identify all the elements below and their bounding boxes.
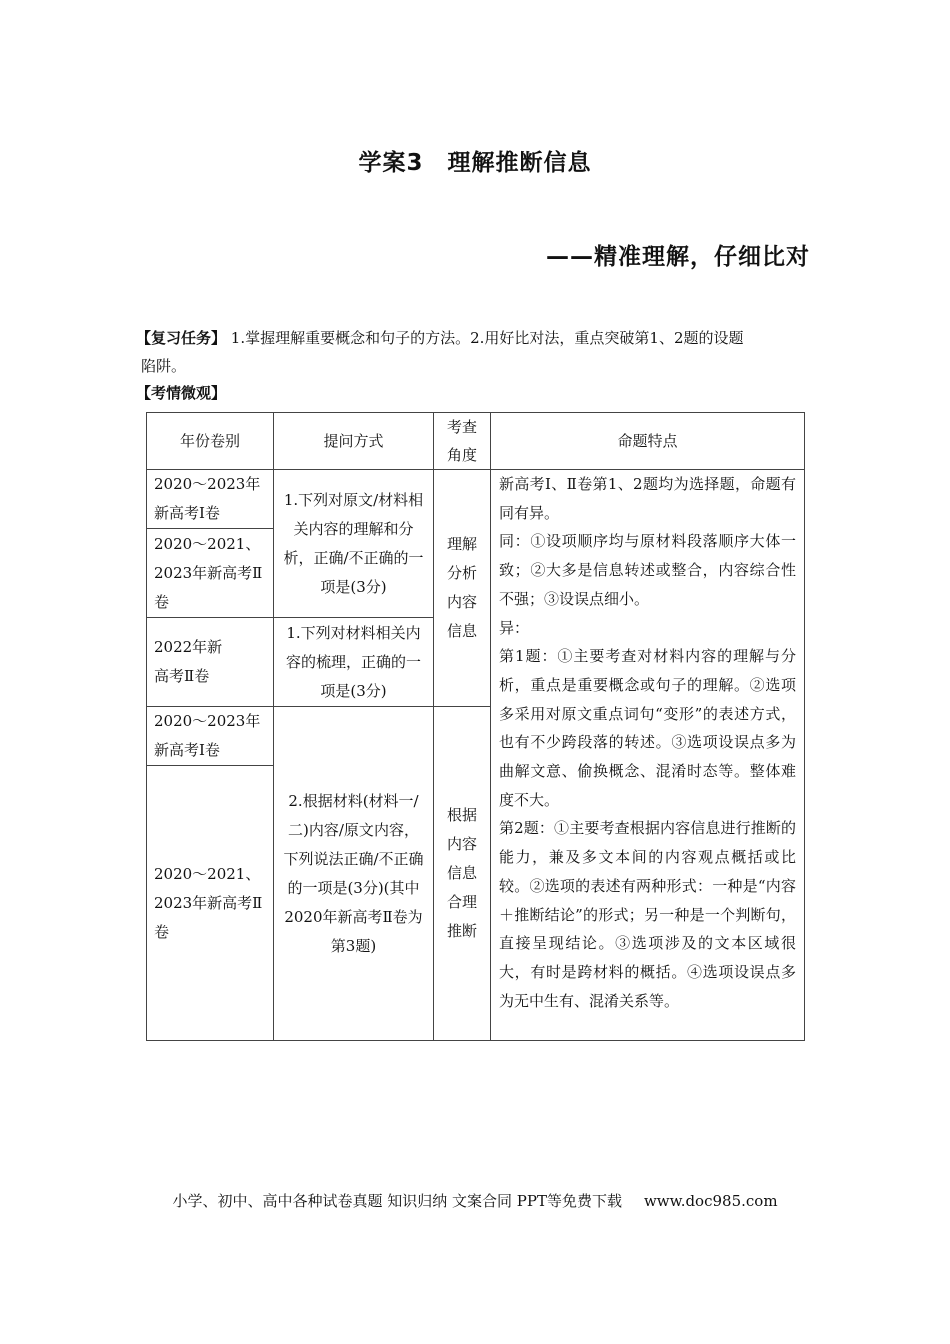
cell-question: 1.下列对材料相关内容的梳理，正确的一项是(3分) xyxy=(274,618,434,707)
cell-question: 1.下列对原文/材料相关内容的理解和分析，正确/不正确的一项是(3分) xyxy=(274,470,434,618)
page-subtitle: ——精准理解，仔细比对 xyxy=(546,244,810,270)
cell-year: 2022年新高考Ⅱ卷 xyxy=(147,618,274,707)
table-row xyxy=(147,470,805,529)
feature-paragraph: 第1题：①主要考查对材料内容的理解与分析，重点是重要概念或句子的理解。②选项多采用对原文重点词句“变形”的表述方式，也有不少跨段落的转述。③选项设误点多为曲解文意、偷换概念、混淆时态等。整体难度不大。 xyxy=(499,647,796,809)
header-features: 命题特点 xyxy=(491,413,805,470)
table-header-row xyxy=(147,413,805,470)
footer-site-link[interactable]: www.doc985.com xyxy=(643,1192,778,1210)
feature-paragraph: 同：①设项顺序均与原材料段落顺序大体一致；②大多是信息转述或整合，内容综合性不强；③设误点细小。 xyxy=(499,532,796,608)
cell-angle: 根据内容信息合理推断 xyxy=(434,707,491,1041)
review-task xyxy=(136,324,816,380)
cell-question: 2.根据材料(材料一/二)内容/原文内容，下列说法正确/不正确的一项是(3分)(其中2020年新高考Ⅱ卷为第3题) xyxy=(274,707,434,1041)
page-title: 学案3 理解推断信息 xyxy=(358,150,592,176)
header-question: 提问方式 xyxy=(274,413,434,470)
cell-year: 2020～2021、2023年新高考Ⅱ卷 xyxy=(147,766,274,1041)
feature-paragraph: 异： xyxy=(499,618,530,637)
cell-year: 2020～2021、2023年新高考Ⅱ卷 xyxy=(147,529,274,618)
exam-analysis-table xyxy=(146,412,805,1041)
feature-paragraph: 第2题：①主要考查根据内容信息进行推断的能力，兼及多文本间的内容观点概括或比较。②选项的表述有两种形式：一种是“内容＋推断结论”的形式；另一种是一个判断句，直接呈现结论。③选项涉及的文本区域很大，有时是跨材料的概括。④选项设误点多为无中生有、混淆关系等。 xyxy=(499,819,796,1010)
header-angle: 考查角度 xyxy=(434,413,491,470)
footer xyxy=(0,1190,950,1211)
exam-section-tag: 【考情微观】 xyxy=(136,384,227,402)
cell-year: 2020～2023年新高考Ⅰ卷 xyxy=(147,707,274,766)
review-task-text-cont: 陷阱。 xyxy=(141,357,187,375)
review-task-tag: 【复习任务】 xyxy=(136,329,227,347)
cell-features xyxy=(491,470,805,1041)
footer-text: 小学、初中、高中各种试卷真题 知识归纳 文案合同 PPT等免费下载 xyxy=(172,1192,622,1210)
cell-year: 2020～2023年新高考Ⅰ卷 xyxy=(147,470,274,529)
header-year: 年份卷别 xyxy=(147,413,274,470)
review-task-text: 1.掌握理解重要概念和句子的方法。2.用好比对法，重点突破第1、2题的设题 xyxy=(230,329,744,347)
cell-angle: 理解分析内容信息 xyxy=(434,470,491,707)
feature-paragraph: 新高考Ⅰ、Ⅱ卷第1、2题均为选择题，命题有同有异。 xyxy=(499,475,796,522)
